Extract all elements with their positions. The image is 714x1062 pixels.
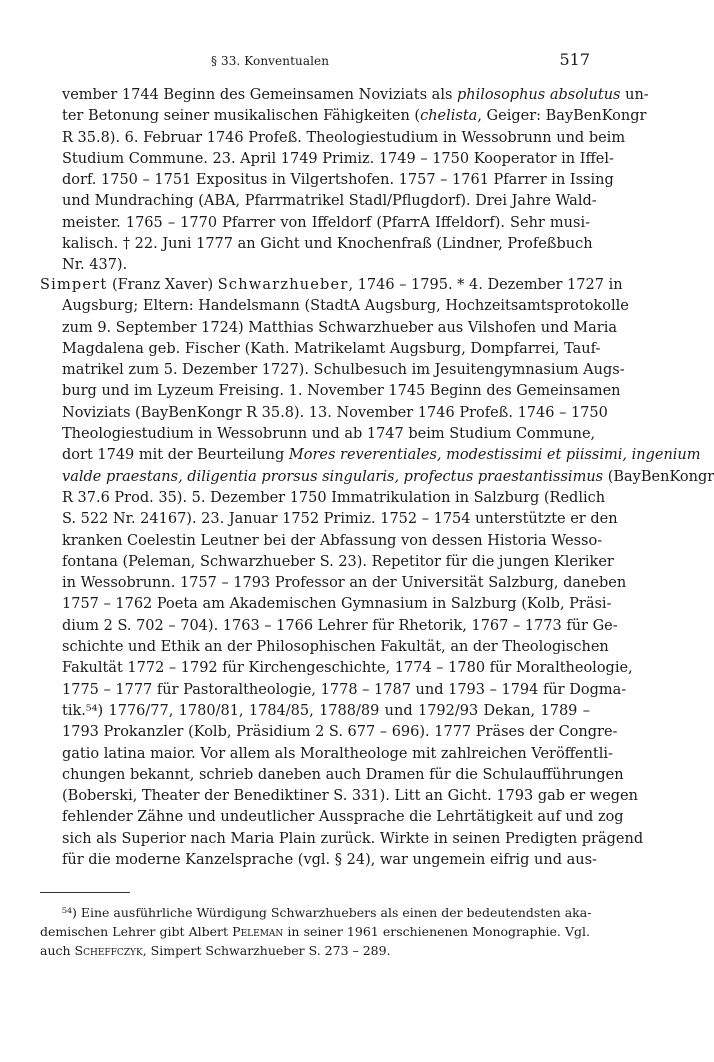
line-text: 1757 – 1762 Poeta am Akademischen Gymnasium in Salzburg (Kolb, Präsi- xyxy=(62,596,612,613)
line-text: schichte und Ethik an der Philosophischen Fakultät, an der Theologischen xyxy=(62,639,609,656)
text-line xyxy=(40,850,597,871)
line-text: und Mundraching (ABA, Pfarrmatrikel Stadl/Pflugdorf). Drei Jahre Wald- xyxy=(62,193,597,210)
line-text: zum 9. September 1724) Matthias Schwarzhueber aus Vilshofen und Maria xyxy=(62,319,618,336)
text-line xyxy=(62,128,626,149)
text-line xyxy=(40,467,714,488)
entry-name-given: (Franz Xaver) xyxy=(107,277,218,293)
text-line xyxy=(40,509,618,530)
line-text: dium 2 S. 702 – 704). 1763 – 1766 Lehrer für Rhetorik, 1767 – 1773 für Ge- xyxy=(62,617,618,634)
line-text: vember 1744 Beginn des Gemeinsamen Noviziats als xyxy=(62,87,458,103)
entry-heading-rest: , 1746 – 1795. * 4. Dezember 1727 in xyxy=(348,277,623,293)
line-text: 1793 Prokanzler (Kolb, Präsidium 2 S. 677 – 696). 1777 Präses der Congre- xyxy=(62,724,618,741)
text-line xyxy=(40,296,629,317)
line-text: Magdalena geb. Fischer (Kath. Matrikelamt Augsburg, Dompfarrei, Tauf- xyxy=(62,340,601,357)
text-line xyxy=(62,85,649,106)
italic-quotation: Mores reverentiales, modestissimi et piissimi, ingenium xyxy=(288,447,701,464)
footnote-text: demischen Lehrer gibt Albert xyxy=(40,924,233,939)
italic-quotation: valde praestans, diligentia prorsus singularis, profectus praestantissimus xyxy=(62,468,604,485)
text-line xyxy=(40,637,609,658)
text-line xyxy=(40,786,638,807)
line-text: 1775 – 1777 für Pastoraltheologie, 1778 – 1787 und 1793 – 1794 für Dogma- xyxy=(62,681,627,698)
text-line xyxy=(40,360,625,381)
footnote-author-name: Peleman xyxy=(232,924,284,939)
text-line xyxy=(40,680,627,701)
italic-quotation: philosophus absolutus xyxy=(457,87,621,103)
line-text: R 37.6 Prod. 35). 5. Dezember 1750 Immatrikulation in Salzburg (Redlich xyxy=(62,489,606,506)
line-text: kranken Coelestin Leutner bei der Abfassung von dessen Historia Wesso- xyxy=(62,532,603,549)
entry-heading-line xyxy=(40,275,623,296)
line-text: gatio latina maior. Vor allem als Moraltheologe mit zahlreichen Veröffentli- xyxy=(62,745,613,762)
text-line xyxy=(62,255,590,276)
text-line xyxy=(40,829,644,850)
line-text: dorf. 1750 – 1751 Expositus in Vilgertshofen. 1757 – 1761 Pfarrer in Issing xyxy=(62,172,614,189)
text-line xyxy=(62,213,590,234)
text-line xyxy=(62,191,597,212)
line-text: S. 522 Nr. 24167). 23. Januar 1752 Primiz. 1752 – 1754 unterstützte er den xyxy=(62,511,618,528)
text-line xyxy=(62,106,647,127)
entry-name-last: Schwarzhueber xyxy=(217,277,349,293)
line-text: Studium Commune. 23. April 1749 Primiz. 1749 – 1750 Kooperator in Iffel- xyxy=(62,150,614,167)
line-text: Nr. 437). xyxy=(62,257,128,274)
line-text: tik.⁵⁴) 1776/77, 1780/81, 1784/85, 1788/89 und 1792/93 Dekan, 1789 – xyxy=(62,702,590,719)
text-line xyxy=(40,765,624,786)
line-text: chungen bekannt, schrieb daneben auch Dramen für die Schulaufführungen xyxy=(62,766,624,783)
running-head: § 33. Konventualen xyxy=(210,54,330,68)
line-text: fontana (Peleman, Schwarzhueber S. 23). Repetitor für die jungen Kleriker xyxy=(62,553,614,570)
line-text: Theologiestudium in Wessobrunn und ab 1747 beim Studium Commune, xyxy=(62,426,596,443)
line-text: Noviziats (BayBenKongr R 35.8). 13. November 1746 Profeß. 1746 – 1750 xyxy=(62,404,608,421)
text-line xyxy=(40,424,596,445)
text-line xyxy=(40,531,603,552)
line-text: matrikel zum 5. Dezember 1727). Schulbesuch im Jesuitengymnasium Augs- xyxy=(62,362,625,379)
line-text: Augsburg; Eltern: Handelsmann (StadtA Augsburg, Hochzeitsamtsprotokolle xyxy=(62,298,629,315)
italic-quotation: chelista xyxy=(420,108,478,125)
line-text: für die moderne Kanzelsprache (vgl. § 24), war ungemein eifrig und aus- xyxy=(62,852,597,869)
footnote-marker: ⁵⁴) xyxy=(62,905,77,920)
footnote-rule xyxy=(40,892,130,893)
footnote-text: in seiner 1961 erschienenen Monographie. Vgl. xyxy=(283,924,590,939)
text-line xyxy=(40,381,621,402)
text-line xyxy=(40,318,618,339)
text-line xyxy=(62,234,593,255)
text-line xyxy=(40,488,606,509)
text-line xyxy=(40,701,590,722)
text-line xyxy=(40,403,608,424)
text-line xyxy=(40,744,613,765)
footnote-text: , Simpert Schwarzhueber S. 273 – 289. xyxy=(142,943,391,958)
line-text: Fakultät 1772 – 1792 für Kirchengeschichte, 1774 – 1780 für Moraltheologie, xyxy=(62,660,633,677)
entry-simpert-schwarzhueber xyxy=(40,275,714,871)
footnote-54 xyxy=(40,903,590,960)
line-text: R 35.8). 6. Februar 1746 Profeß. Theologiestudium in Wessobrunn und beim xyxy=(62,129,626,146)
line-text: (Boberski, Theater der Benediktiner S. 331). Litt an Gicht. 1793 gab er wegen xyxy=(62,788,638,805)
footnote-text: auch xyxy=(40,943,75,958)
footnote-text: Eine ausführliche Würdigung Schwarzhuebers als einen der bedeutendsten aka- xyxy=(76,905,592,920)
text-line xyxy=(40,445,701,466)
footnote-line xyxy=(40,903,590,922)
footnote-line xyxy=(40,922,590,941)
text-line xyxy=(40,339,601,360)
text-line xyxy=(40,552,614,573)
line-text: burg und im Lyzeum Freising. 1. November 1745 Beginn des Gemeinsamen xyxy=(62,383,621,400)
line-text: (BayBenKongr xyxy=(603,468,714,485)
text-line xyxy=(40,658,633,679)
text-line xyxy=(62,170,614,191)
line-text: dort 1749 mit der Beurteilung xyxy=(62,447,289,464)
line-text: sich als Superior nach Maria Plain zurück. Wirkte in seinen Predigten prägend xyxy=(62,830,644,847)
entry-name-first: Simpert xyxy=(40,277,108,293)
text-line xyxy=(40,573,627,594)
entry-continued xyxy=(40,85,649,277)
text-line xyxy=(40,616,618,637)
line-text: meister. 1765 – 1770 Pfarrer von Iffeldorf (PfarrA Iffeldorf). Sehr musi- xyxy=(62,214,590,231)
footnote-line xyxy=(40,941,590,960)
text-line xyxy=(62,149,614,170)
text-line xyxy=(40,807,624,828)
line-text: fehlender Zähne und undeutlicher Aussprache die Lehrtätigkeit auf und zog xyxy=(62,809,624,826)
line-text: un- xyxy=(620,87,649,103)
page-number: 517 xyxy=(559,50,590,69)
line-text: , Geiger: BayBenKongr xyxy=(477,108,647,125)
text-line xyxy=(40,722,618,743)
line-text: kalisch. † 22. Juni 1777 an Gicht und Knochenfraß (Lindner, Profeßbuch xyxy=(62,236,593,253)
line-text: ter Betonung seiner musikalischen Fähigkeiten ( xyxy=(62,108,421,125)
line-text: in Wessobrunn. 1757 – 1793 Professor an der Universität Salzburg, daneben xyxy=(62,575,627,592)
text-line xyxy=(40,594,612,615)
footnote-author-name: Scheffczyk xyxy=(74,943,143,958)
